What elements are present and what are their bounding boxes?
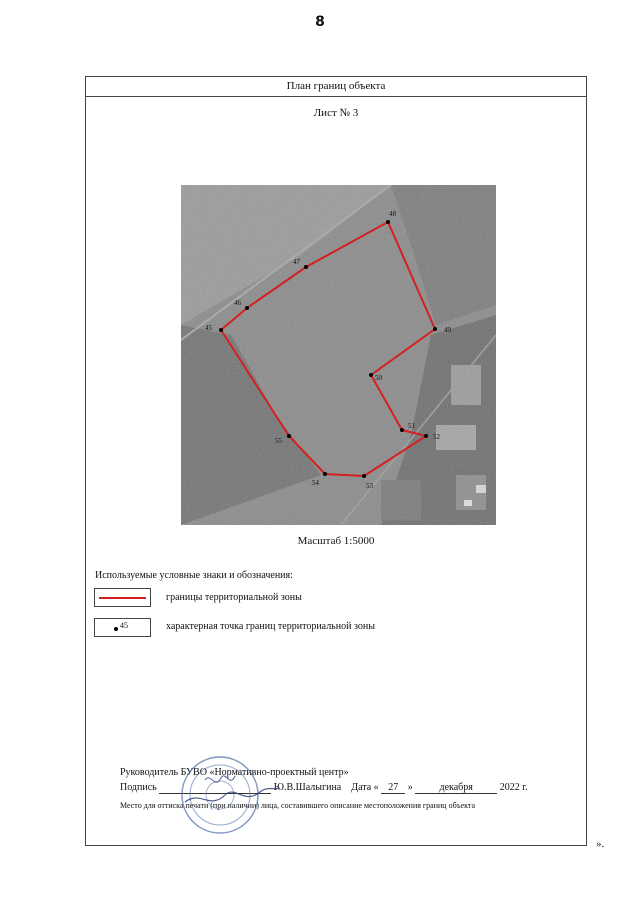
legend-point-sample-label: 45 bbox=[120, 621, 128, 630]
point-label-50: 50 bbox=[375, 374, 382, 382]
stamp-note: Место для оттиска печати (при наличии) лица, составившего описание местоположения границ объекта bbox=[120, 801, 476, 810]
point-label-46: 46 bbox=[234, 299, 241, 307]
boundary-point-53 bbox=[362, 474, 366, 478]
point-label-47: 47 bbox=[293, 258, 300, 266]
boundary-point-55 bbox=[287, 434, 291, 438]
point-label-52: 52 bbox=[433, 433, 440, 441]
point-label-45: 45 bbox=[205, 324, 212, 332]
legend-line-text: границы территориальной зоны bbox=[166, 592, 302, 603]
point-label-55: 55 bbox=[275, 437, 282, 445]
legend-title: Используемые условные знаки и обозначения: bbox=[95, 570, 293, 581]
boundary-point-51 bbox=[400, 428, 404, 432]
boundary-point-52 bbox=[424, 434, 428, 438]
red-line-swatch bbox=[99, 597, 146, 599]
date-day: 27 bbox=[381, 782, 405, 794]
signatory-title: Руководитель БУВО «Нормативно-проектный центр» bbox=[120, 767, 349, 778]
legend-point-text: характерная точка границ территориальной зоны bbox=[166, 621, 375, 632]
point-label-51: 51 bbox=[408, 422, 415, 430]
map-svg bbox=[181, 185, 496, 525]
date-month: декабря bbox=[415, 782, 497, 794]
legend-point-symbol bbox=[94, 618, 151, 637]
aerial-map bbox=[181, 185, 496, 525]
date-year: 2022 г. bbox=[499, 782, 528, 793]
official-stamp bbox=[175, 750, 285, 840]
boundary-point-50 bbox=[369, 373, 373, 377]
page-number: 8 bbox=[315, 14, 325, 30]
map-scale: Масштаб 1:5000 bbox=[297, 535, 375, 547]
boundary-point-45 bbox=[219, 328, 223, 332]
sheet-number: Лист № 3 bbox=[313, 107, 359, 119]
signature-label: Подпись bbox=[120, 782, 157, 793]
boundary-point-54 bbox=[323, 472, 327, 476]
date-quote-close: » bbox=[407, 782, 413, 793]
signatory-name: Ю.В.Шалыгина bbox=[273, 782, 342, 793]
boundary-point-47 bbox=[304, 265, 308, 269]
boundary-point-48 bbox=[386, 220, 390, 224]
signature-scribble bbox=[185, 788, 280, 802]
document-frame bbox=[85, 76, 587, 846]
legend-line-symbol bbox=[94, 588, 151, 607]
point-label-53: 53 bbox=[366, 482, 373, 490]
point-label-49: 49 bbox=[444, 326, 451, 334]
point-dot-swatch bbox=[114, 627, 118, 631]
plan-title: План границ объекта bbox=[86, 77, 586, 97]
boundary-point-49 bbox=[433, 327, 437, 331]
boundary-point-46 bbox=[245, 306, 249, 310]
point-label-54: 54 bbox=[312, 479, 319, 487]
closing-quote: ». bbox=[596, 838, 605, 850]
point-label-48: 48 bbox=[389, 210, 396, 218]
date-label: Дата « bbox=[351, 782, 379, 793]
